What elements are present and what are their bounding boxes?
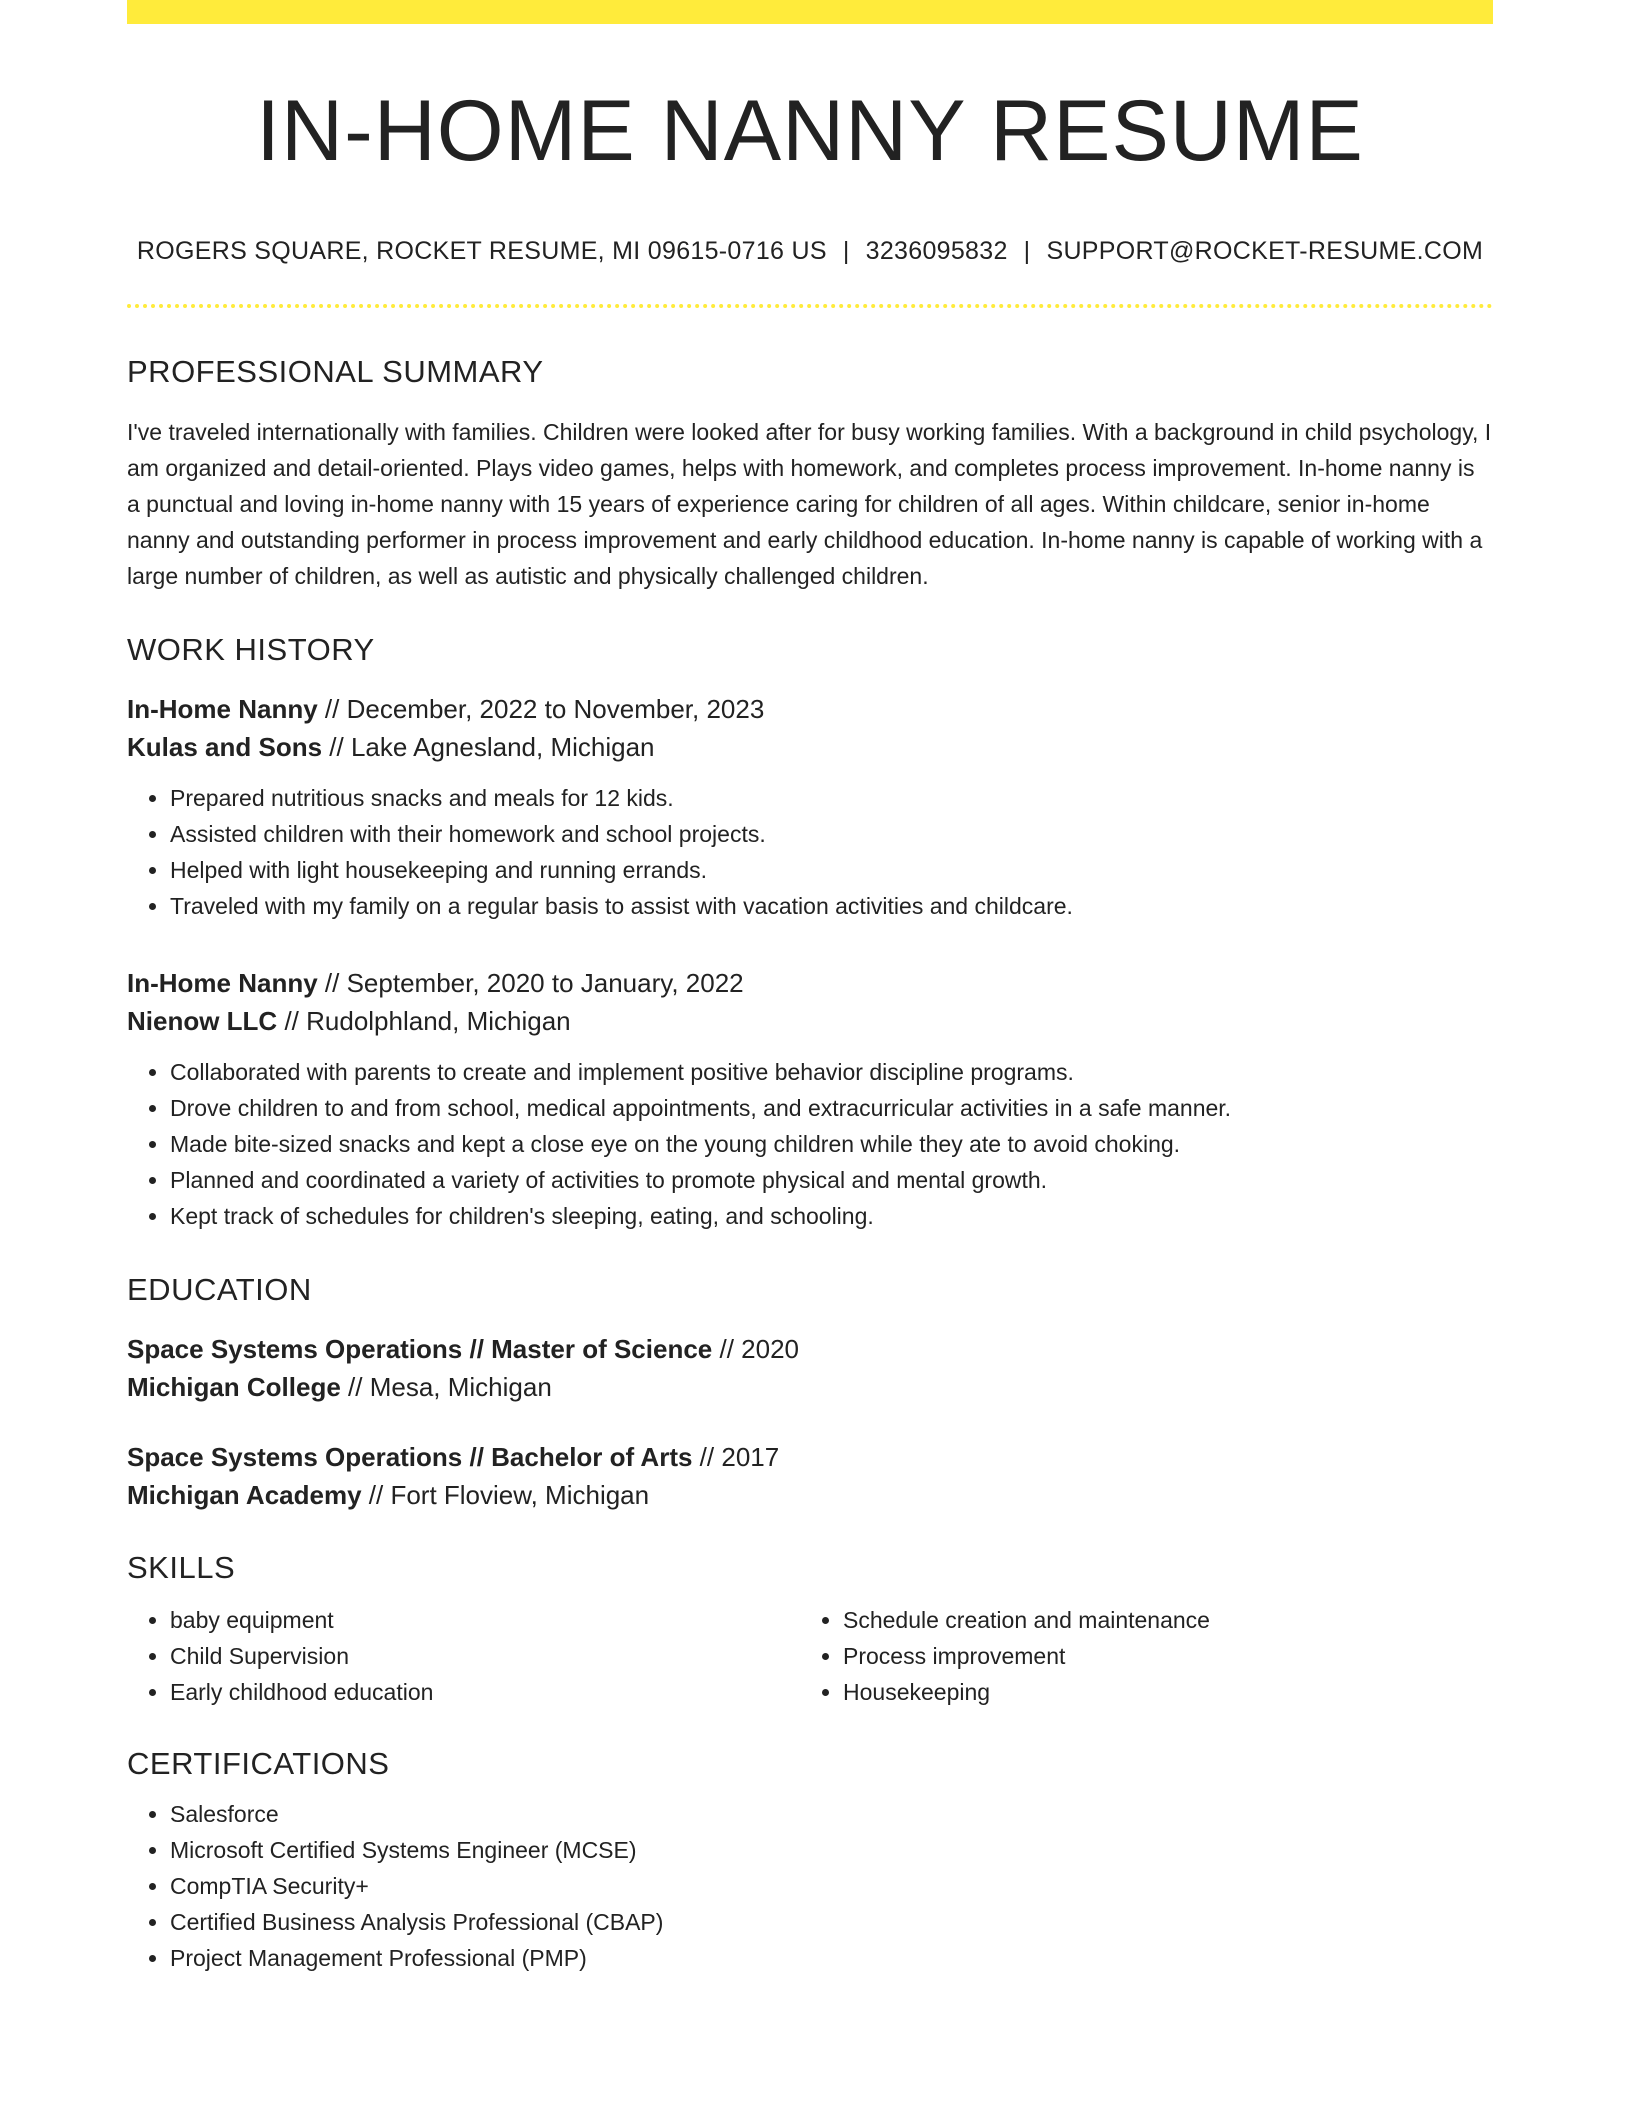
skills-list bbox=[127, 1602, 800, 1710]
education-heading: EDUCATION bbox=[127, 1271, 312, 1307]
job-bullet: • Traveled with my family on a regular basis to assist with vacation activities and childcare. bbox=[170, 888, 1493, 924]
school-line bbox=[127, 1368, 1493, 1406]
resume-title: IN-HOME NANNY RESUME bbox=[256, 83, 1364, 179]
graduation-year: 2017 bbox=[721, 1441, 780, 1472]
summary-heading: PROFESSIONAL SUMMARY bbox=[127, 353, 544, 389]
field-separator: // bbox=[322, 731, 351, 762]
job-bullet: • Prepared nutritious snacks and meals for 12 kids. bbox=[170, 780, 1493, 816]
education-entry bbox=[127, 1438, 1493, 1514]
resume-page bbox=[127, 0, 1493, 1976]
dotted-divider bbox=[127, 304, 1493, 308]
certification-item: • Salesforce bbox=[170, 1796, 1493, 1832]
school-location: Fort Floview, Michigan bbox=[390, 1479, 650, 1510]
job-title: In-Home Nanny bbox=[127, 693, 318, 724]
job-title-line bbox=[127, 690, 1493, 728]
job-entry bbox=[127, 964, 1493, 1234]
school-line bbox=[127, 1476, 1493, 1514]
work-history-heading: WORK HISTORY bbox=[127, 631, 375, 667]
skills-column-left bbox=[127, 1602, 800, 1710]
job-dates: December, 2022 to November, 2023 bbox=[346, 693, 765, 724]
contact-separator: | bbox=[1023, 236, 1031, 265]
skill-item: • Schedule creation and maintenance bbox=[843, 1602, 1473, 1638]
certifications-heading: CERTIFICATIONS bbox=[127, 1745, 390, 1781]
job-title-line bbox=[127, 964, 1493, 1002]
job-bullet: • Assisted children with their homework and school projects. bbox=[170, 816, 1493, 852]
field-separator: // bbox=[692, 1441, 722, 1472]
contact-phone: 3236095832 bbox=[865, 236, 1008, 265]
skills-column-right bbox=[800, 1602, 1473, 1710]
job-bullet: • Helped with light housekeeping and running errands. bbox=[170, 852, 1493, 888]
job-location: Rudolphland, Michigan bbox=[306, 1005, 571, 1036]
job-entry bbox=[127, 690, 1493, 924]
job-company-line bbox=[127, 1002, 1493, 1040]
job-company-line bbox=[127, 728, 1493, 766]
skill-item: • Early childhood education bbox=[170, 1674, 800, 1710]
certification-item: • Project Management Professional (PMP) bbox=[170, 1940, 1493, 1976]
contact-line bbox=[127, 237, 1493, 266]
job-bullet: • Collaborated with parents to create and implement positive behavior discipline programs. bbox=[170, 1054, 1493, 1090]
field-separator: // bbox=[712, 1333, 742, 1364]
contact-separator: | bbox=[842, 236, 850, 265]
job-company: Nienow LLC bbox=[127, 1005, 278, 1036]
job-location: Lake Agnesland, Michigan bbox=[350, 731, 655, 762]
skills-list bbox=[800, 1602, 1473, 1710]
skill-item: • baby equipment bbox=[170, 1602, 800, 1638]
skills-grid bbox=[127, 1602, 1493, 1710]
field-separator: // bbox=[277, 1005, 307, 1036]
skills-heading: SKILLS bbox=[127, 1549, 236, 1585]
certification-item: • Certified Business Analysis Professional (CBAP) bbox=[170, 1904, 1493, 1940]
education-entry bbox=[127, 1330, 1493, 1406]
accent-bar bbox=[127, 0, 1493, 24]
certification-item: • Microsoft Certified Systems Engineer (MCSE) bbox=[170, 1832, 1493, 1868]
graduation-year: 2020 bbox=[741, 1333, 799, 1364]
contact-email: SUPPORT@ROCKET-RESUME.COM bbox=[1046, 236, 1484, 265]
field-separator: // bbox=[317, 967, 347, 998]
job-bullets bbox=[127, 1054, 1493, 1234]
job-bullet: • Drove children to and from school, medical appointments, and extracurricular activities in a safe manner. bbox=[170, 1090, 1493, 1126]
skill-item: • Process improvement bbox=[843, 1638, 1473, 1674]
degree: Space Systems Operations // Bachelor of Arts bbox=[127, 1441, 693, 1472]
job-dates: September, 2020 to January, 2022 bbox=[346, 967, 744, 998]
degree-line bbox=[127, 1438, 1493, 1476]
field-separator: // bbox=[317, 693, 347, 724]
degree: Space Systems Operations // Master of Science bbox=[127, 1333, 713, 1364]
job-bullet: • Kept track of schedules for children's sleeping, eating, and schooling. bbox=[170, 1198, 1493, 1234]
job-bullet: • Planned and coordinated a variety of activities to promote physical and mental growth. bbox=[170, 1162, 1493, 1198]
job-bullets bbox=[127, 780, 1493, 924]
skill-item: • Housekeeping bbox=[843, 1674, 1473, 1710]
degree-line bbox=[127, 1330, 1493, 1368]
school-name: Michigan Academy bbox=[127, 1479, 362, 1510]
school-name: Michigan College bbox=[127, 1371, 341, 1402]
job-company: Kulas and Sons bbox=[127, 731, 323, 762]
summary-text: I've traveled internationally with families. Children were looked after for busy working families. With a background in child psychology, I am organized and detail-oriented. Plays video games, helps with homework, and completes process improvement. In-home nanny is a punctual and loving in-home nanny with 15 years of experience caring for children of all ages. Within childcare, senior in-home nanny and outstanding performer in process improvement and early childhood education. In-home nanny is capable of working with a large number of children, as well as autistic and physically challenged children. bbox=[127, 418, 1492, 589]
job-title: In-Home Nanny bbox=[127, 967, 318, 998]
contact-address: ROGERS SQUARE, ROCKET RESUME, MI 09615-0716 US bbox=[136, 236, 827, 265]
skill-item: • Child Supervision bbox=[170, 1638, 800, 1674]
certifications-list bbox=[127, 1796, 1493, 1976]
certification-item: • CompTIA Security+ bbox=[170, 1868, 1493, 1904]
job-bullet: • Made bite-sized snacks and kept a close eye on the young children while they ate to avoid choking. bbox=[170, 1126, 1493, 1162]
field-separator: // bbox=[361, 1479, 391, 1510]
field-separator: // bbox=[340, 1371, 370, 1402]
school-location: Mesa, Michigan bbox=[369, 1371, 552, 1402]
